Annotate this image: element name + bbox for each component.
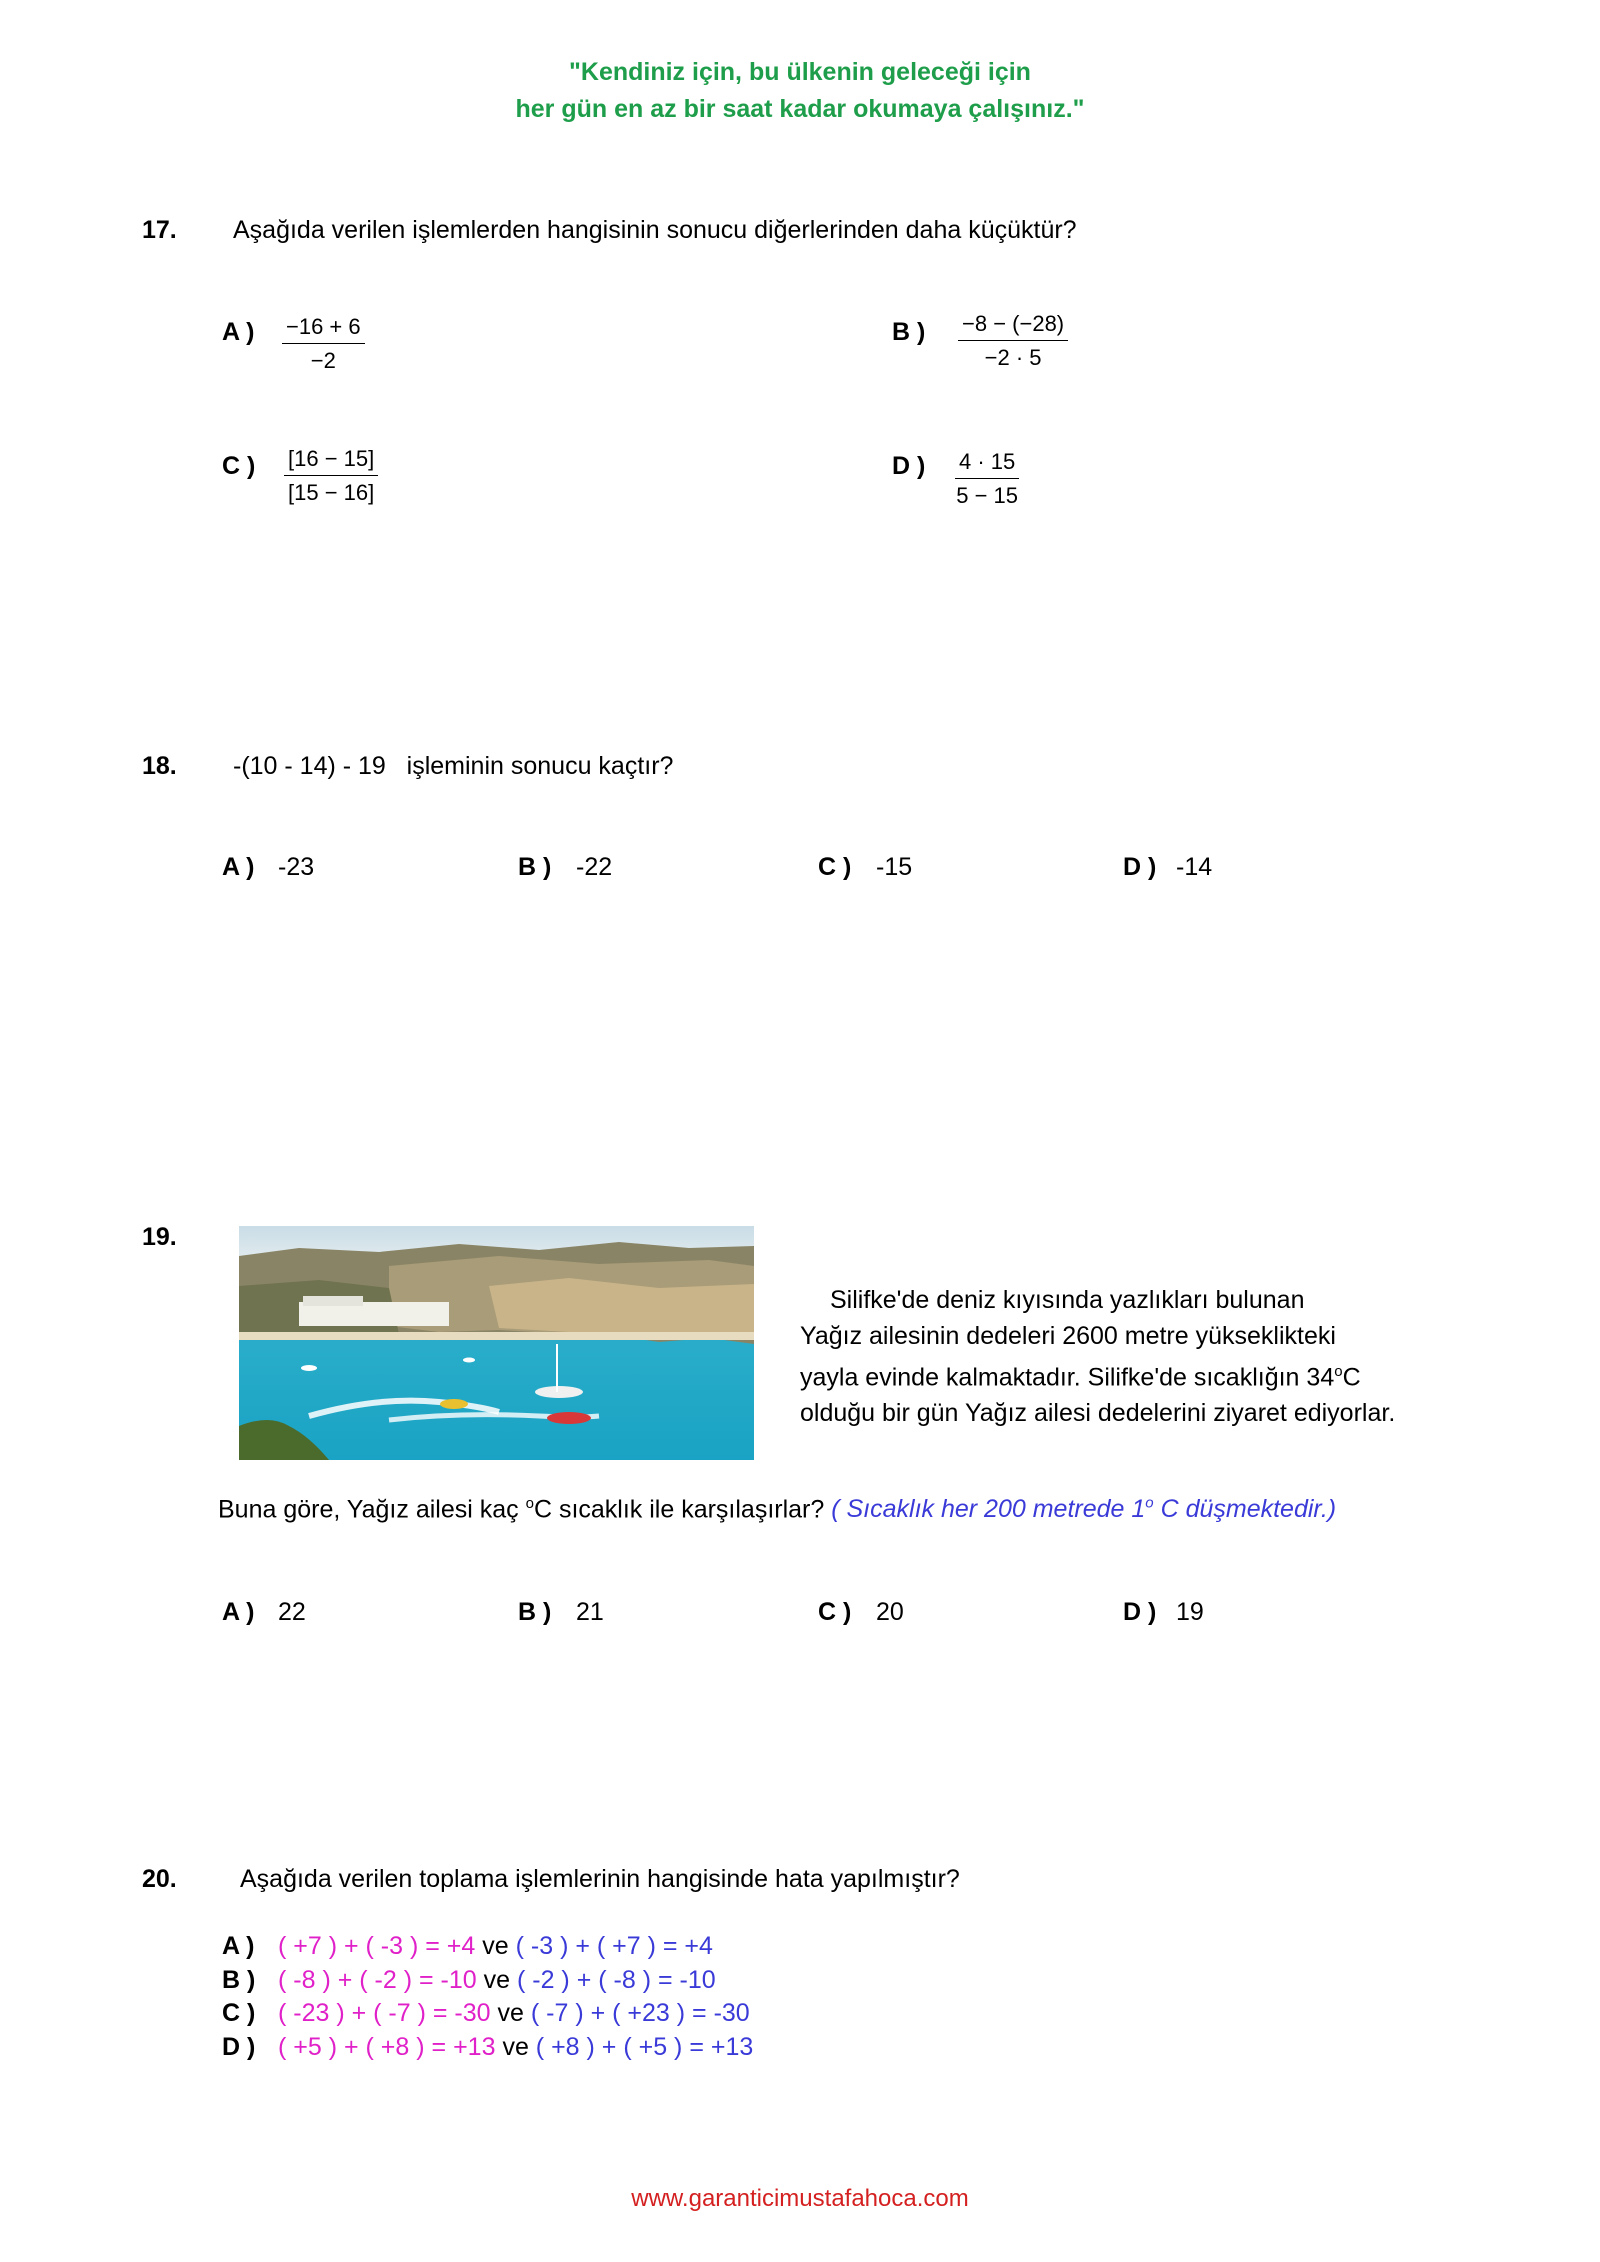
q17-option-a-denominator: −2 — [310, 348, 336, 373]
q18-option-a-value: -23 — [278, 853, 315, 881]
q17-option-a-fraction — [282, 314, 365, 374]
q19-para-degree: o — [1334, 1363, 1343, 1380]
q19-question-b: C sıcaklık ile karşılaşırlar? — [533, 1495, 832, 1524]
q19-para-line-3b: C — [1342, 1363, 1361, 1392]
q19-option-b-label: B ) — [518, 1598, 552, 1626]
q19-question-degree: o — [525, 1495, 534, 1512]
q17-option-d-label: D ) — [892, 452, 926, 480]
q17-option-b-denominator: −2 · 5 — [984, 345, 1042, 370]
q20-option-d-right: ( +8 ) + ( +5 ) = +13 — [535, 2032, 754, 2061]
q18-number: 18. — [142, 752, 177, 780]
q17-option-c-denominator: [15 − 16] — [288, 480, 375, 505]
q17-option-b-label: B ) — [892, 318, 926, 346]
q19-question-a: Buna göre, Yağız ailesi kaç — [218, 1495, 526, 1524]
q20-option-a — [222, 1930, 753, 1964]
q19-option-a-value: 22 — [278, 1598, 306, 1626]
coast-photo — [239, 1226, 754, 1460]
q17-option-d-numerator: 4 · 15 — [955, 449, 1019, 479]
motto-line-2: her gün en az bir saat kadar okumaya çalışınız." — [515, 95, 1085, 123]
q19-note-b: C düşmektedir.) — [1153, 1495, 1337, 1524]
q18-option-d-label: D ) — [1123, 853, 1157, 881]
q18-option-d-value: -14 — [1176, 853, 1213, 881]
q20-option-c — [222, 1997, 753, 2031]
q19-option-d-value: 19 — [1176, 1598, 1204, 1626]
q20-number: 20. — [142, 1865, 177, 1893]
q20-option-b-label: B ) — [222, 1965, 256, 1994]
q17-text: Aşağıda verilen işlemlerden hangisinin sonucu diğerlerinden daha küçüktür? — [233, 216, 1077, 244]
q17-option-d-denominator: 5 − 15 — [956, 483, 1019, 508]
q18-option-a-label: A ) — [222, 853, 255, 881]
q20-option-b-connector: ve — [483, 1965, 511, 1994]
q17-option-b-fraction — [958, 311, 1068, 371]
q17-option-a-numerator: −16 + 6 — [282, 314, 365, 344]
q18-text: -(10 - 14) - 19 işleminin sonucu kaçtır? — [233, 752, 674, 780]
q20-option-a-connector: ve — [482, 1932, 509, 1960]
q20-option-b-right: ( -2 ) + ( -8 ) = -10 — [516, 1965, 716, 1994]
q17-option-c-fraction — [284, 446, 378, 506]
q17-option-b-numerator: −8 − (−28) — [958, 311, 1068, 341]
q20-option-d-connector: ve — [502, 2032, 529, 2061]
q17-option-c-numerator: [16 − 15] — [284, 446, 378, 476]
q20-option-b — [222, 1964, 753, 1998]
q17-number: 17. — [142, 216, 177, 244]
q20-option-c-connector: ve — [497, 1999, 524, 2027]
q19-note — [831, 1495, 1336, 1523]
q19-note-a: ( Sıcaklık her 200 metrede 1 — [831, 1495, 1146, 1524]
q19-option-a-label: A ) — [222, 1598, 255, 1626]
q19-para-line-3a: yayla evinde kalmaktadır. Silifke'de sıcaklığın 34 — [800, 1363, 1335, 1392]
q19-para-line-1: Silifke'de deniz kıyısında yazlıkları bulunan — [830, 1286, 1305, 1314]
q17-option-c-label: C ) — [222, 452, 256, 480]
q18-option-b-label: B ) — [518, 853, 552, 881]
q20-options — [222, 1930, 753, 2064]
q20-option-d-label: D ) — [222, 2032, 256, 2061]
footer-website-link[interactable]: www.garanticimustafahoca.com — [631, 2185, 969, 2212]
motto-line-1: "Kendiniz için, bu ülkenin geleceği için — [569, 58, 1031, 86]
q19-para-line-3 — [800, 1354, 1395, 1395]
q19-para-line-2: Yağız ailesinin dedeleri 2600 metre yükseklikteki — [800, 1322, 1336, 1350]
q17-option-a-label: A ) — [222, 318, 255, 346]
q20-option-c-left: ( -23 ) + ( -7 ) = -30 — [278, 1999, 491, 2027]
q18-option-c-value: -15 — [876, 853, 913, 881]
q18-option-b-value: -22 — [576, 853, 613, 881]
q19-number: 19. — [142, 1223, 177, 1251]
q19-option-d-label: D ) — [1123, 1598, 1157, 1626]
q19-paragraph — [800, 1282, 1395, 1431]
q18-option-c-label: C ) — [818, 853, 852, 881]
q19-note-degree: o — [1145, 1495, 1154, 1512]
q20-option-d — [222, 2031, 753, 2065]
q20-option-d-left: ( +5 ) + ( +8 ) = +13 — [278, 2032, 496, 2061]
q20-text: Aşağıda verilen toplama işlemlerinin hangisinde hata yapılmıştır? — [240, 1865, 960, 1893]
q17-option-d-fraction — [955, 449, 1019, 509]
q20-option-c-right: ( -7 ) + ( +23 ) = -30 — [530, 1999, 750, 2027]
q20-option-c-label: C ) — [222, 1999, 256, 2027]
q19-para-line-4: olduğu bir gün Yağız ailesi dedelerini ziyaret ediyorlar. — [800, 1399, 1396, 1428]
q20-option-a-label: A ) — [222, 1932, 255, 1960]
q19-question — [218, 1495, 1336, 1524]
q20-option-a-right: ( -3 ) + ( +7 ) = +4 — [515, 1932, 713, 1960]
q20-option-a-left: ( +7 ) + ( -3 ) = +4 — [278, 1932, 476, 1960]
q19-option-c-label: C ) — [818, 1598, 852, 1626]
q20-option-b-left: ( -8 ) + ( -2 ) = -10 — [278, 1965, 477, 1994]
q19-option-b-value: 21 — [576, 1598, 604, 1626]
q19-option-c-value: 20 — [876, 1598, 904, 1626]
